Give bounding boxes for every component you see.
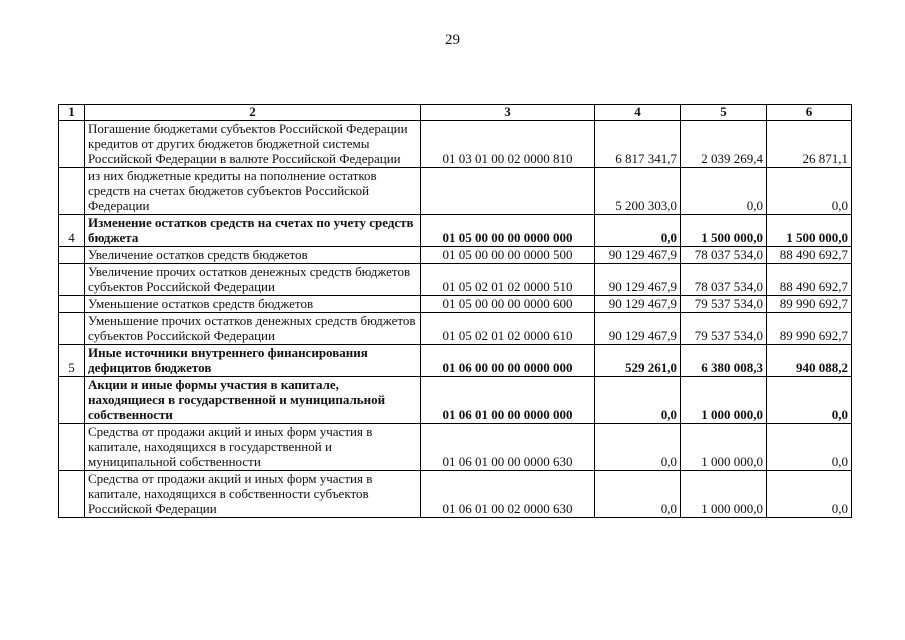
row-value-col4: 90 129 467,9 bbox=[595, 313, 681, 345]
row-code: 01 06 01 00 02 0000 630 bbox=[421, 471, 595, 518]
row-name: Средства от продажи акций и иных форм участия в капитале, находящихся в собственности субъектов Российской Федерации bbox=[85, 471, 421, 518]
row-name: Погашение бюджетами субъектов Российской Федерации кредитов от других бюджетов бюджетной системы Российской Федерации в валюте Российской Федерации bbox=[85, 121, 421, 168]
row-value-col4: 90 129 467,9 bbox=[595, 296, 681, 313]
row-number bbox=[59, 313, 85, 345]
row-value-col6: 88 490 692,7 bbox=[767, 264, 852, 296]
row-name: Уменьшение прочих остатков денежных средств бюджетов субъектов Российской Федерации bbox=[85, 313, 421, 345]
row-code: 01 05 00 00 00 0000 000 bbox=[421, 215, 595, 247]
table-row-subsection bbox=[59, 377, 852, 424]
column-header-3: 3 bbox=[421, 105, 595, 121]
column-header-2: 2 bbox=[85, 105, 421, 121]
row-code: 01 05 02 01 02 0000 510 bbox=[421, 264, 595, 296]
row-name: Изменение остатков средств на счетах по учету средств бюджета bbox=[85, 215, 421, 247]
row-value-col4: 5 200 303,0 bbox=[595, 168, 681, 215]
row-value-col4: 0,0 bbox=[595, 215, 681, 247]
page-number: 29 bbox=[445, 32, 460, 48]
row-code: 01 06 00 00 00 0000 000 bbox=[421, 345, 595, 377]
row-value-col4: 529 261,0 bbox=[595, 345, 681, 377]
row-value-col6: 89 990 692,7 bbox=[767, 313, 852, 345]
table-row bbox=[59, 264, 852, 296]
row-code: 01 06 01 00 00 0000 630 bbox=[421, 424, 595, 471]
row-value-col5: 1 000 000,0 bbox=[681, 471, 767, 518]
row-name: из них бюджетные кредиты на пополнение остатков средств на счетах бюджетов субъектов Российской Федерации bbox=[85, 168, 421, 215]
row-value-col4: 90 129 467,9 bbox=[595, 247, 681, 264]
row-name: Увеличение прочих остатков денежных средств бюджетов субъектов Российской Федерации bbox=[85, 264, 421, 296]
row-value-col4: 90 129 467,9 bbox=[595, 264, 681, 296]
row-value-col4: 6 817 341,7 bbox=[595, 121, 681, 168]
row-value-col5: 78 037 534,0 bbox=[681, 264, 767, 296]
row-value-col6: 0,0 bbox=[767, 377, 852, 424]
table-header-row bbox=[59, 105, 852, 121]
row-name: Уменьшение остатков средств бюджетов bbox=[85, 296, 421, 313]
row-value-col5: 0,0 bbox=[681, 168, 767, 215]
table-row bbox=[59, 121, 852, 168]
row-value-col6: 0,0 bbox=[767, 168, 852, 215]
row-number bbox=[59, 247, 85, 264]
row-number bbox=[59, 296, 85, 313]
row-value-col4: 0,0 bbox=[595, 377, 681, 424]
row-name: Акции и иные формы участия в капитале, находящиеся в государственной и муниципальной собственности bbox=[85, 377, 421, 424]
row-value-col6: 0,0 bbox=[767, 471, 852, 518]
row-name: Средства от продажи акций и иных форм участия в капитале, находящихся в государственной и муниципальной собственности bbox=[85, 424, 421, 471]
row-number bbox=[59, 121, 85, 168]
row-value-col6: 940 088,2 bbox=[767, 345, 852, 377]
table-row bbox=[59, 424, 852, 471]
row-value-col5: 79 537 534,0 bbox=[681, 313, 767, 345]
row-number bbox=[59, 264, 85, 296]
row-value-col5: 1 500 000,0 bbox=[681, 215, 767, 247]
row-value-col4: 0,0 bbox=[595, 424, 681, 471]
column-header-4: 4 bbox=[595, 105, 681, 121]
row-code: 01 05 02 01 02 0000 610 bbox=[421, 313, 595, 345]
table-row bbox=[59, 471, 852, 518]
row-code bbox=[421, 168, 595, 215]
row-code: 01 05 00 00 00 0000 500 bbox=[421, 247, 595, 264]
table-row bbox=[59, 168, 852, 215]
row-value-col6: 26 871,1 bbox=[767, 121, 852, 168]
row-number bbox=[59, 377, 85, 424]
column-header-1: 1 bbox=[59, 105, 85, 121]
row-number bbox=[59, 168, 85, 215]
row-value-col5: 78 037 534,0 bbox=[681, 247, 767, 264]
table-row-section bbox=[59, 215, 852, 247]
row-name: Увеличение остатков средств бюджетов bbox=[85, 247, 421, 264]
row-value-col5: 1 000 000,0 bbox=[681, 424, 767, 471]
row-name: Иные источники внутреннего финансирования дефицитов бюджетов bbox=[85, 345, 421, 377]
column-header-6: 6 bbox=[767, 105, 852, 121]
row-value-col4: 0,0 bbox=[595, 471, 681, 518]
row-number bbox=[59, 424, 85, 471]
row-value-col5: 6 380 008,3 bbox=[681, 345, 767, 377]
row-code: 01 05 00 00 00 0000 600 bbox=[421, 296, 595, 313]
row-number: 4 bbox=[59, 215, 85, 247]
column-header-5: 5 bbox=[681, 105, 767, 121]
table-row bbox=[59, 296, 852, 313]
row-value-col5: 79 537 534,0 bbox=[681, 296, 767, 313]
row-number: 5 bbox=[59, 345, 85, 377]
row-value-col5: 1 000 000,0 bbox=[681, 377, 767, 424]
row-number bbox=[59, 471, 85, 518]
table-row bbox=[59, 247, 852, 264]
row-value-col6: 0,0 bbox=[767, 424, 852, 471]
row-code: 01 06 01 00 00 0000 000 bbox=[421, 377, 595, 424]
row-value-col6: 89 990 692,7 bbox=[767, 296, 852, 313]
row-value-col6: 1 500 000,0 bbox=[767, 215, 852, 247]
table-row-section bbox=[59, 345, 852, 377]
budget-sources-table bbox=[58, 104, 852, 518]
row-value-col5: 2 039 269,4 bbox=[681, 121, 767, 168]
row-value-col6: 88 490 692,7 bbox=[767, 247, 852, 264]
table-row bbox=[59, 313, 852, 345]
row-code: 01 03 01 00 02 0000 810 bbox=[421, 121, 595, 168]
